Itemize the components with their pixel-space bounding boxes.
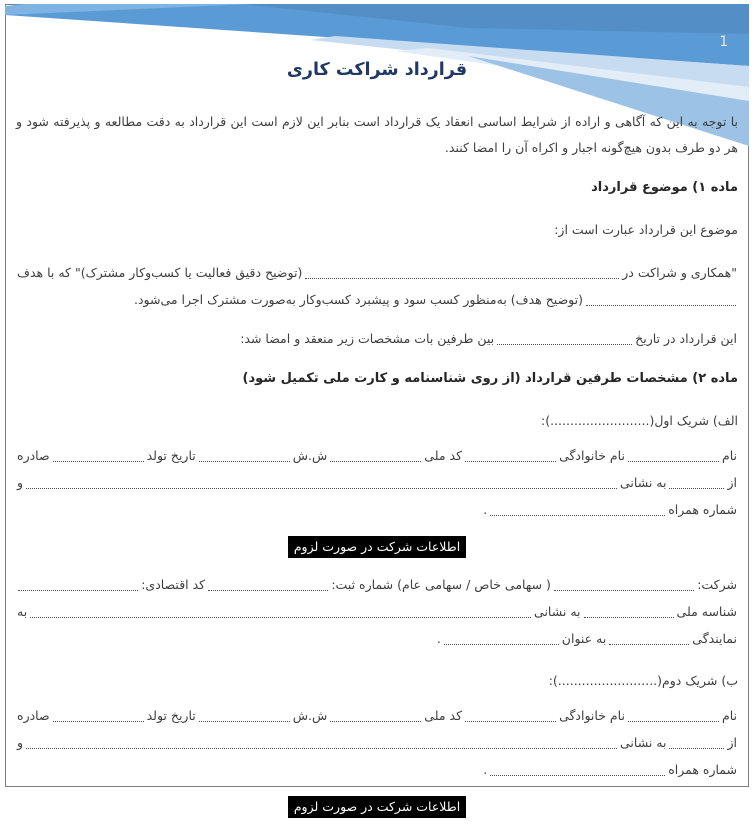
field-label: . [483, 502, 488, 517]
company-note-wrapper-2 [16, 794, 738, 820]
company-id-line [16, 598, 738, 625]
dotted-leader [53, 459, 144, 462]
partner-b-label: ب) شریک دوم(.........................): [548, 673, 738, 688]
field-label: شرکت: [697, 577, 737, 592]
company-note-2: اطلاعات شرکت در صورت لزوم [288, 796, 466, 818]
dotted-leader [497, 342, 632, 345]
partner-b-address-line [16, 729, 738, 756]
company-note-1: اطلاعات شرکت در صورت لزوم [288, 536, 466, 558]
dotted-leader [199, 459, 290, 462]
page-number: 1 [719, 33, 729, 51]
field-label: به نشانی [619, 475, 667, 490]
company-agent-line [16, 625, 738, 652]
field-label: تاریخ تولد [146, 448, 196, 463]
dotted-leader [669, 746, 724, 749]
subject-lead: موضوع این قرارداد عبارت است از: [554, 222, 738, 237]
field-label: به نشانی [534, 604, 581, 619]
subject-line-2 [16, 286, 738, 313]
field-label: ( سهامی خاص / سهامی عام) شماره ثبت: [331, 577, 551, 592]
field-label: نام خانوادگی [559, 448, 625, 463]
partner-b-mobile-line [16, 756, 738, 783]
field-label: از [727, 735, 737, 750]
field-label: "همکاری و شراکت در [622, 265, 737, 280]
field-label: کد ملی [424, 448, 463, 463]
dotted-leader [669, 486, 724, 489]
dotted-leader [208, 588, 328, 591]
dotted-leader [465, 459, 556, 462]
field-label: شماره همراه [668, 502, 737, 517]
field-label: کد اقتصادی: [141, 577, 206, 592]
partner-b-name-line [16, 702, 738, 729]
field-label: نام [721, 708, 737, 723]
field-label: و [17, 735, 24, 750]
dotted-leader [490, 513, 665, 516]
field-label: نام [721, 448, 737, 463]
dotted-leader [490, 773, 665, 776]
document-page [5, 4, 749, 814]
dotted-leader [305, 276, 619, 279]
dotted-leader [584, 615, 674, 618]
dotted-leader [330, 459, 421, 462]
dotted-leader [444, 642, 559, 645]
field-label: ش.ش [292, 708, 328, 723]
contract-body [10, 109, 744, 831]
field-label: به عنوان [561, 631, 607, 646]
date-line [16, 325, 738, 352]
partner-a-address-line [16, 469, 738, 496]
article2-heading: ماده ۲) مشخصات طرفین قرارداد (از روی شناسنامه و کارت ملی تکمیل شود) [242, 371, 738, 386]
dotted-leader [628, 459, 719, 462]
dotted-leader [26, 486, 617, 489]
article1-heading: ماده ۱) موضوع قرارداد [591, 180, 738, 195]
field-label: شماره همراه [668, 762, 737, 777]
field-label: . [436, 631, 441, 646]
partner-a-name-line [16, 442, 738, 469]
partner-a-mobile-line [16, 496, 738, 523]
field-label: از [727, 475, 737, 490]
dotted-leader [330, 719, 421, 722]
field-label: کد ملی [424, 708, 463, 723]
dotted-leader [26, 746, 617, 749]
field-label: نمایندگی [692, 631, 737, 646]
dotted-leader [30, 615, 531, 618]
dotted-leader [609, 642, 689, 645]
field-label: به نشانی [619, 735, 667, 750]
dotted-leader [586, 303, 736, 306]
dotted-leader [554, 588, 694, 591]
dotted-leader [53, 719, 144, 722]
field-label: . [483, 762, 488, 777]
company-note-wrapper-1 [16, 534, 738, 560]
field-label: شناسه ملی [676, 604, 737, 619]
dotted-leader [18, 588, 138, 591]
field-label: صادره [17, 708, 50, 723]
field-label: نام خانوادگی [559, 708, 625, 723]
subject-line-1 [16, 259, 738, 286]
field-label: بین طرفین بات مشخصات زیر منعقد و امضا شد: [240, 331, 495, 346]
page-title: قرارداد شراکت کاری [286, 60, 468, 80]
field-label: این قرارداد در تاریخ [635, 331, 737, 346]
field-label: صادره [17, 448, 50, 463]
field-label: و [17, 475, 24, 490]
field-label: (توضیح دقیق فعالیت یا کسب‌وکار مشترک)" که با هدف [17, 265, 303, 280]
intro-paragraph: با توجه به این که آگاهی و اراده از شرایط اساسی انعقاد یک قرارداد است بنابر این لازم است این قرارداد به دقت مطالعه و پذیرفته شود و هر دو طرف بدون هیچ‌گونه اجبار و اکراه آن را امضا کنند. [16, 114, 738, 155]
dotted-leader [199, 719, 290, 722]
field-label: (توضیح هدف) به‌منظور کسب سود و پیشبرد کسب‌وکار به‌صورت مشترک اجرا می‌شود. [133, 292, 583, 307]
dotted-leader [465, 719, 556, 722]
field-label: به [17, 604, 28, 619]
partner-a-label: الف) شریک اول(.........................): [541, 413, 738, 428]
field-label: ش.ش [292, 448, 328, 463]
field-label: تاریخ تولد [146, 708, 196, 723]
dotted-leader [628, 719, 719, 722]
company-type-line [16, 571, 738, 598]
